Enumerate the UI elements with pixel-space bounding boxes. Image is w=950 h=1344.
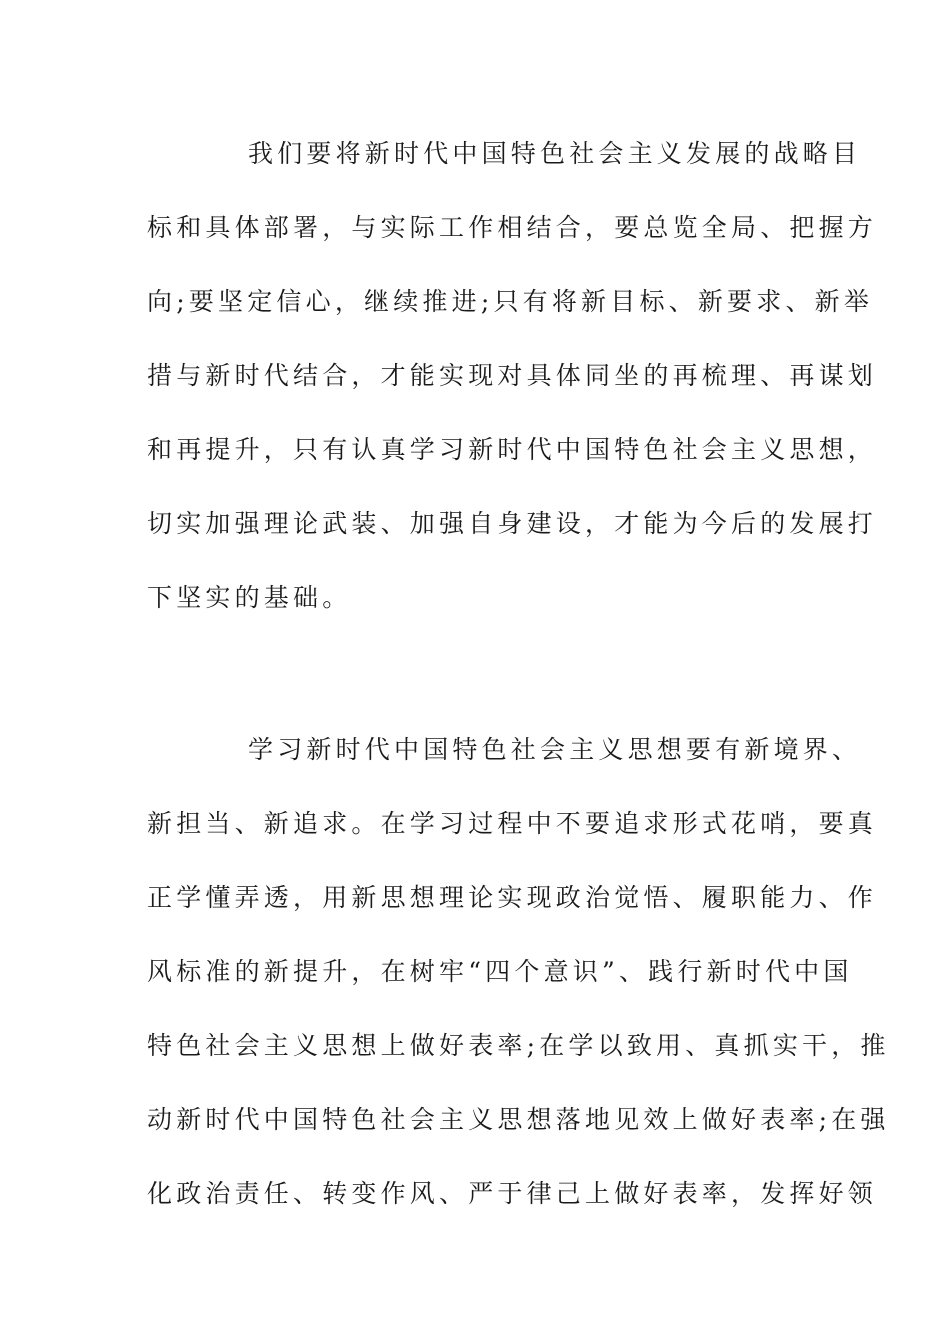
paragraph-line: 动新时代中国特色社会主义思想落地见效上做好表率;在强 [147,1105,890,1134]
paragraph-line: 措与新时代结合，才能实现对具体同坐的再梳理、再谋划 [147,361,878,390]
paragraph-line: 向;要坚定信心，继续推进;只有将新目标、新要求、新举 [147,287,874,316]
paragraph-line: 新担当、新追求。在学习过程中不要追求形式花哨，要真 [147,809,878,838]
paragraph-line: 切实加强理论武装、加强自身建设，才能为今后的发展打 [147,509,878,538]
paragraph-line: 我们要将新时代中国特色社会主义发展的战略目 [248,139,862,168]
paragraph-line: 标和具体部署，与实际工作相结合，要总览全局、把握方 [147,213,878,242]
paragraph-line: 学习新时代中国特色社会主义思想要有新境界、 [248,735,862,764]
paragraph-line: 正学懂弄透，用新思想理论实现政治觉悟、履职能力、作 [147,883,878,912]
paragraph-line: 特色社会主义思想上做好表率;在学以致用、真抓实干，推 [147,1031,890,1060]
paragraph-line: 风标准的新提升，在树牢“四个意识”、践行新时代中国 [147,957,853,986]
paragraph-line: 下坚实的基础。 [147,583,352,612]
paragraph-line: 和再提升，只有认真学习新时代中国特色社会主义思想， [147,435,878,464]
paragraph-line: 化政治责任、转变作风、严于律己上做好表率，发挥好领 [147,1179,878,1208]
